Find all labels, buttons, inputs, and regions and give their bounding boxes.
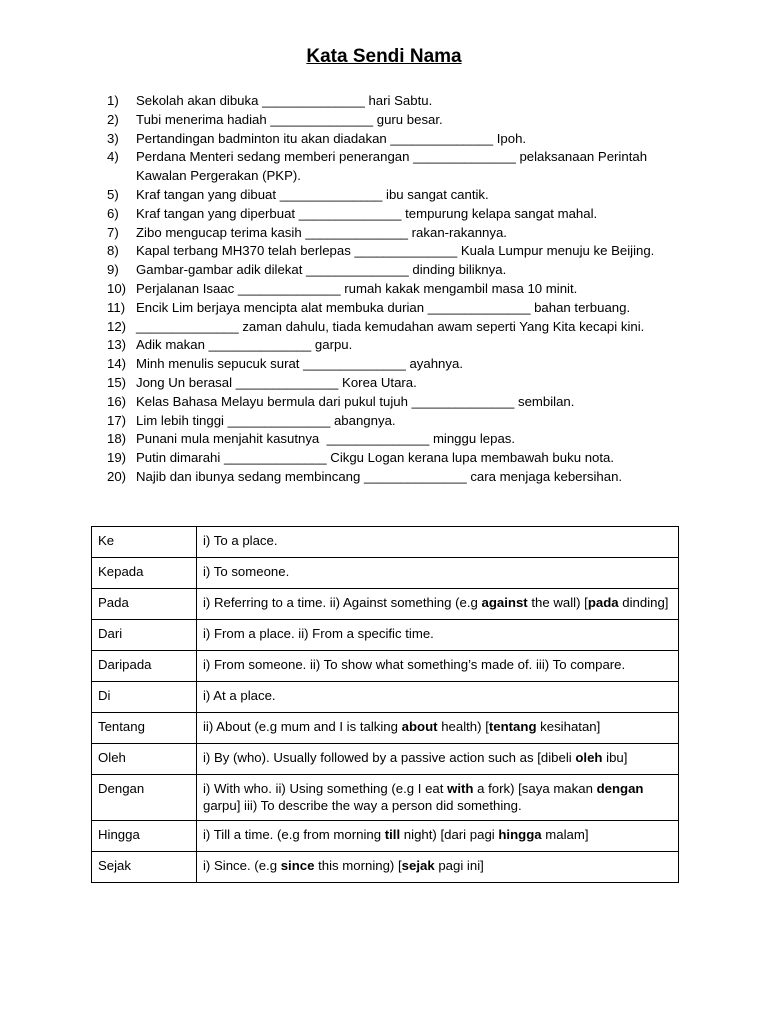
question-text: Kelas Bahasa Melayu bermula dari pukul tujuh ______________ sembilan. bbox=[136, 393, 575, 409]
meaning-text: i) By (who). Usually followed by a passive action such as [dibeli bbox=[203, 750, 576, 765]
meaning-text: health) [ bbox=[437, 719, 489, 734]
question-number: 3) bbox=[107, 130, 119, 146]
bold-example-word: hingga bbox=[498, 827, 542, 842]
question-text: Kraf tangan yang diperbuat ______________ tempurung kelapa sangat mahal. bbox=[136, 205, 598, 221]
bold-example-word: till bbox=[384, 827, 401, 842]
question-text: ______________ zaman dahulu, tiada kemudahan awam seperti Yang Kita kecapi kini. bbox=[136, 318, 645, 334]
meaning-text: i) Since. (e.g bbox=[203, 858, 281, 873]
question-number: 6) bbox=[107, 205, 119, 221]
question-item bbox=[107, 92, 687, 111]
page-title: Kata Sendi Nama bbox=[306, 46, 462, 67]
bold-example-word: oleh bbox=[575, 750, 603, 765]
question-number: 14) bbox=[107, 356, 127, 372]
preposition-term: Dengan bbox=[92, 775, 197, 821]
question-number: 19) bbox=[107, 450, 127, 466]
question-list bbox=[107, 92, 687, 487]
meaning-text: i) To a place. bbox=[203, 533, 278, 548]
question-number: 5) bbox=[107, 186, 119, 202]
question-number: 15) bbox=[107, 374, 127, 390]
question-text: Perdana Menteri sedang memberi penerangan ______________ pelaksanaan Perintah Kawalan Pergerakan (PKP). bbox=[136, 149, 651, 184]
question-text: Kraf tangan yang dibuat ______________ ibu sangat cantik. bbox=[136, 186, 489, 202]
meaning-text: malam] bbox=[541, 827, 589, 842]
meaning-text: garpu] iii) To describe the way a person did something. bbox=[203, 797, 522, 813]
preposition-term: Ke bbox=[92, 527, 197, 558]
table-row bbox=[92, 527, 679, 558]
table-row bbox=[92, 589, 679, 620]
meaning-text: i) Referring to a time. ii) Against something (e.g bbox=[203, 595, 482, 610]
table-row bbox=[92, 713, 679, 744]
meaning-text: this morning) [ bbox=[314, 858, 402, 873]
meaning-text: i) Till a time. (e.g from morning bbox=[203, 827, 385, 842]
question-text: Encik Lim berjaya mencipta alat membuka durian ______________ bahan terbuang. bbox=[136, 299, 631, 315]
bold-example-word: tentang bbox=[488, 719, 537, 734]
question-number: 13) bbox=[107, 337, 127, 353]
meaning-text: pagi ini] bbox=[434, 858, 484, 873]
question-item bbox=[107, 261, 687, 280]
table-row bbox=[92, 775, 679, 821]
meaning-text: ii) About (e.g mum and I is talking bbox=[203, 719, 402, 734]
question-text: Punani mula menjahit kasutnya ______________ minggu lepas. bbox=[136, 431, 516, 447]
table-row bbox=[92, 682, 679, 713]
bold-example-word: dengan bbox=[596, 781, 644, 796]
question-item bbox=[107, 148, 687, 186]
question-number: 11) bbox=[107, 299, 126, 315]
table-row bbox=[92, 620, 679, 651]
question-number: 4) bbox=[107, 149, 119, 165]
preposition-term: Daripada bbox=[92, 651, 197, 682]
bold-example-word: with bbox=[447, 781, 474, 796]
preposition-meaning bbox=[197, 713, 679, 744]
preposition-term: Kepada bbox=[92, 558, 197, 589]
question-item bbox=[107, 355, 687, 374]
meaning-text: the wall) [ bbox=[527, 595, 588, 610]
question-text: Perjalanan Isaac ______________ rumah kakak mengambil masa 10 minit. bbox=[136, 280, 578, 296]
question-text: Adik makan ______________ garpu. bbox=[136, 337, 353, 353]
preposition-meaning bbox=[197, 852, 679, 883]
question-number: 9) bbox=[107, 262, 119, 278]
question-number: 10) bbox=[107, 280, 127, 296]
question-number: 8) bbox=[107, 243, 119, 259]
meaning-text: i) To someone. bbox=[203, 564, 290, 579]
question-item bbox=[107, 374, 687, 393]
question-item bbox=[107, 393, 687, 412]
preposition-term: Pada bbox=[92, 589, 197, 620]
table-row bbox=[92, 744, 679, 775]
preposition-meaning bbox=[197, 651, 679, 682]
table-row bbox=[92, 651, 679, 682]
preposition-meaning bbox=[197, 744, 679, 775]
question-number: 7) bbox=[107, 224, 119, 240]
question-item bbox=[107, 449, 687, 468]
preposition-meaning bbox=[197, 775, 679, 821]
question-number: 18) bbox=[107, 431, 127, 447]
meaning-text: i) From someone. ii) To show what something’s made of. iii) To compare. bbox=[203, 657, 626, 672]
question-item bbox=[107, 242, 687, 261]
question-item bbox=[107, 130, 687, 149]
question-text: Jong Un berasal ______________ Korea Utara. bbox=[136, 374, 417, 390]
preposition-term: Dari bbox=[92, 620, 197, 651]
meaning-text: kesihatan] bbox=[536, 719, 601, 734]
preposition-term: Di bbox=[92, 682, 197, 713]
meaning-text: ibu] bbox=[602, 750, 628, 765]
question-item bbox=[107, 412, 687, 431]
meaning-text: i) From a place. ii) From a specific time. bbox=[203, 626, 434, 641]
question-item bbox=[107, 205, 687, 224]
bold-example-word: sejak bbox=[401, 858, 435, 873]
meaning-text: night) [dari pagi bbox=[400, 827, 499, 842]
question-text: Kapal terbang MH370 telah berlepas ______________ Kuala Lumpur menuju ke Beijing. bbox=[136, 243, 655, 259]
question-item bbox=[107, 430, 687, 449]
preposition-term: Tentang bbox=[92, 713, 197, 744]
question-number: 12) bbox=[107, 318, 127, 334]
question-text: Putin dimarahi ______________ Cikgu Logan kerana lupa membawah buku nota. bbox=[136, 450, 615, 466]
preposition-term: Sejak bbox=[92, 852, 197, 883]
question-item bbox=[107, 336, 687, 355]
question-text: Tubi menerima hadiah ______________ guru besar. bbox=[136, 111, 443, 127]
meaning-text: i) At a place. bbox=[203, 688, 276, 703]
question-item bbox=[107, 280, 687, 299]
question-number: 1) bbox=[107, 93, 119, 108]
meaning-text: i) With who. ii) Using something (e.g I eat bbox=[203, 781, 448, 796]
question-number: 17) bbox=[107, 412, 127, 428]
question-text: Lim lebih tinggi ______________ abangnya. bbox=[136, 412, 396, 428]
preposition-table bbox=[91, 526, 679, 883]
question-text: Gambar-gambar adik dilekat ______________ dinding biliknya. bbox=[136, 262, 507, 278]
question-text: Sekolah akan dibuka ______________ hari Sabtu. bbox=[136, 93, 433, 108]
bold-example-word: since bbox=[280, 858, 315, 873]
question-item bbox=[107, 186, 687, 205]
preposition-term: Hingga bbox=[92, 821, 197, 852]
table-row bbox=[92, 558, 679, 589]
table-row bbox=[92, 852, 679, 883]
preposition-meaning bbox=[197, 682, 679, 713]
question-item bbox=[107, 318, 687, 337]
question-number: 16) bbox=[107, 393, 127, 409]
meaning-text: a fork) [saya makan bbox=[473, 781, 597, 796]
meaning-text: dinding] bbox=[618, 595, 669, 610]
preposition-term: Oleh bbox=[92, 744, 197, 775]
question-item bbox=[107, 111, 687, 130]
question-number: 20) bbox=[107, 468, 127, 484]
question-item bbox=[107, 468, 687, 487]
question-item bbox=[107, 299, 687, 318]
question-text: Pertandingan badminton itu akan diadakan ______________ Ipoh. bbox=[136, 130, 527, 146]
preposition-table-body bbox=[92, 527, 679, 883]
preposition-meaning bbox=[197, 527, 679, 558]
preposition-meaning bbox=[197, 821, 679, 852]
bold-example-word: about bbox=[401, 719, 438, 734]
bold-example-word: against bbox=[481, 595, 528, 610]
preposition-meaning bbox=[197, 589, 679, 620]
table-row bbox=[92, 821, 679, 852]
preposition-meaning bbox=[197, 558, 679, 589]
question-text: Minh menulis sepucuk surat ______________ ayahnya. bbox=[136, 356, 463, 372]
question-number: 2) bbox=[107, 111, 119, 127]
question-text: Zibo mengucap terima kasih ______________ rakan-rakannya. bbox=[136, 224, 507, 240]
preposition-meaning bbox=[197, 620, 679, 651]
bold-example-word: pada bbox=[587, 595, 619, 610]
question-item bbox=[107, 224, 687, 243]
question-text: Najib dan ibunya sedang membincang ______________ cara menjaga kebersihan. bbox=[136, 468, 623, 484]
